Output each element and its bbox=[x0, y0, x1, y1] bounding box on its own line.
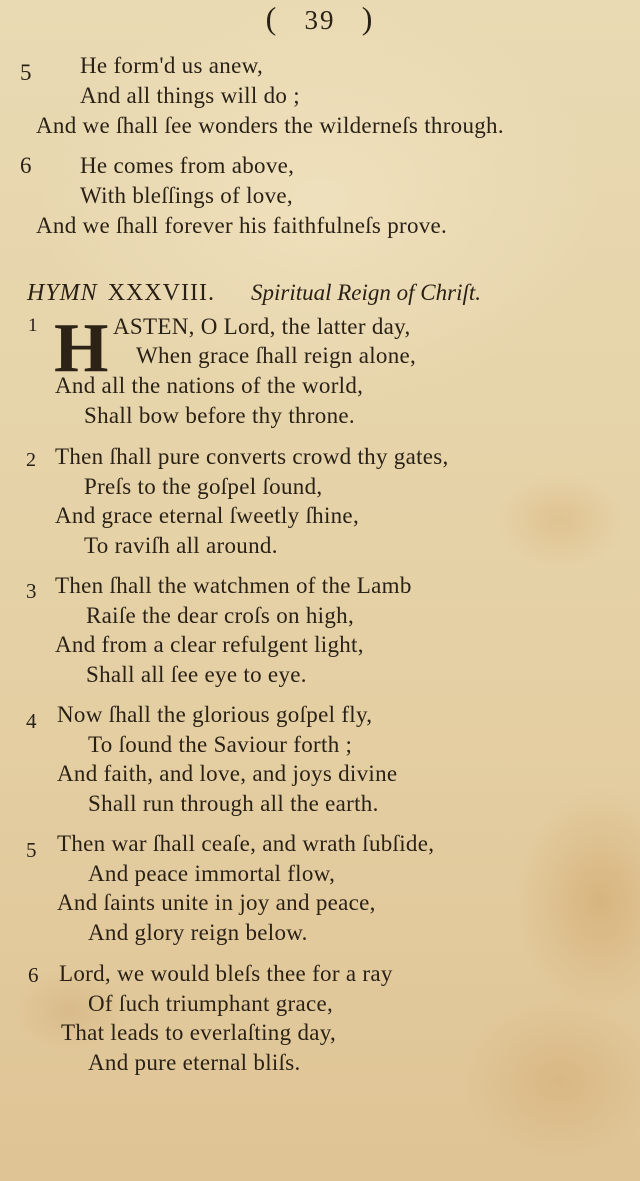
verse-line: He comes from above, bbox=[80, 153, 295, 178]
stanza-number: 4 bbox=[26, 709, 37, 733]
hymn-numeral: XXXVIII. bbox=[107, 280, 215, 306]
verse-line: And all things will do ; bbox=[80, 83, 300, 108]
stanza-number: 2 bbox=[26, 449, 36, 471]
stanza-number: 3 bbox=[26, 579, 37, 603]
page-number-paren-close: ) bbox=[361, 0, 375, 36]
verse-line: And ſaints unite in joy and peace, bbox=[57, 890, 376, 915]
verse-line: When grace ſhall reign alone, bbox=[136, 343, 417, 368]
hymn-title: Spiritual Reign of Chriſt. bbox=[251, 280, 482, 305]
verse-line: And peace immortal flow, bbox=[88, 861, 336, 886]
page-header bbox=[0, 0, 640, 38]
verse-line: That leads to everlaſting day, bbox=[61, 1020, 337, 1045]
verse-line: And faith, and love, and joys divine bbox=[57, 761, 398, 786]
verse-line: And we ſhall ſee wonders the wilderneſs through. bbox=[36, 113, 504, 138]
verse-line: And pure eternal bliſs. bbox=[88, 1050, 301, 1075]
verse-line: And from a clear refulgent light, bbox=[55, 632, 364, 657]
verse-line: Of ſuch triumphant grace, bbox=[88, 991, 334, 1016]
verse-line: And glory reign below. bbox=[88, 920, 308, 945]
hymn-heading bbox=[27, 278, 481, 308]
stanza-number: 5 bbox=[20, 60, 32, 85]
verse-line: Shall all ſee eye to eye. bbox=[86, 662, 307, 687]
hymn-label: HYMN bbox=[27, 280, 98, 306]
stanza-number: 5 bbox=[26, 838, 37, 862]
verse-line: Then ſhall pure converts crowd thy gates, bbox=[55, 444, 449, 469]
verse-line: Now ſhall the glorious goſpel fly, bbox=[57, 702, 373, 727]
verse-line: Lord, we would bleſs thee for a ray bbox=[59, 961, 393, 986]
page-number-paren-open: ( bbox=[265, 0, 279, 36]
drop-cap: H bbox=[54, 310, 109, 387]
verse-line: He form'd us anew, bbox=[80, 53, 264, 78]
verse-line: Preſs to the goſpel ſound, bbox=[84, 474, 323, 499]
verse-line: To ſound the Saviour forth ; bbox=[88, 732, 353, 757]
verse-line: And all the nations of the world, bbox=[55, 373, 364, 398]
stanza-number: 6 bbox=[28, 963, 39, 987]
stanza-number: 1 bbox=[28, 315, 38, 336]
verse-line: Then war ſhall ceaſe, and wrath ſubſide, bbox=[57, 831, 435, 856]
verse-line: With bleſſings of love, bbox=[80, 183, 293, 208]
verse-line: Shall bow before thy throne. bbox=[84, 403, 355, 428]
verse-line: And we ſhall forever his faithfulneſs prove. bbox=[36, 213, 448, 238]
verse-line: ASTEN, O Lord, the latter day, bbox=[113, 314, 411, 339]
verse-line: Raiſe the dear croſs on high, bbox=[86, 603, 355, 628]
verse-line: And grace eternal ſweetly ſhine, bbox=[55, 503, 359, 528]
verse-line: Then ſhall the watchmen of the Lamb bbox=[55, 573, 412, 598]
verse-line: To raviſh all around. bbox=[84, 533, 278, 558]
page-number: 39 bbox=[304, 5, 336, 35]
stanza-number: 6 bbox=[20, 153, 32, 178]
verse-line: Shall run through all the earth. bbox=[88, 791, 379, 816]
